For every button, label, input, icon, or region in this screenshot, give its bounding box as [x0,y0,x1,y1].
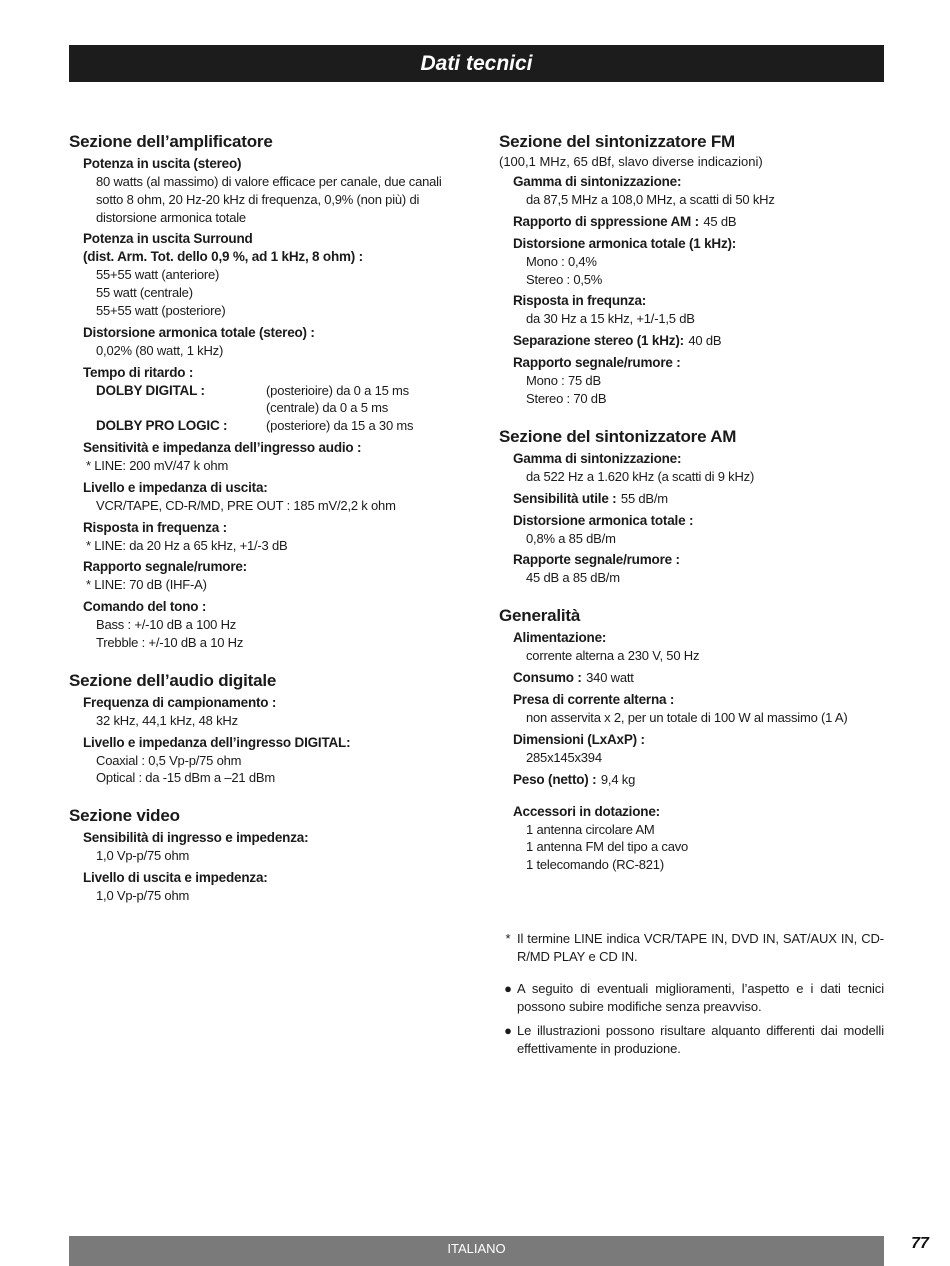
spec-item [513,332,884,350]
spec-value: Trebble : +/-10 dB a 10 Hz [96,634,244,650]
spec-value: 1,0 Vp-p/75 ohm [96,887,190,903]
spec-label: Distorsione armonica totale (stereo) : [83,324,315,340]
spec-label: Presa di corrente alterna : [513,691,675,707]
spec-label: Distorsione armonica totale (1 kHz): [513,235,737,251]
spec-label-cont: (dist. Arm. Tot. dello 0,9 %, ad 1 kHz, 8 ohm) : [83,249,363,265]
spec-value: 40 dB [688,333,722,349]
spec-value: 45 dB [703,213,737,229]
spec-label: Peso (netto) : [513,771,597,787]
spec-value: da 30 Hz a 15 kHz, +1/-1,5 dB [526,311,695,327]
spec-value: Stereo : 70 dB [526,390,607,406]
spec-value: 32 kHz, 44,1 kHz, 48 kHz [96,712,238,728]
spec-item [83,519,449,555]
spec-item [83,558,449,594]
spec-section [499,605,884,874]
spec-label: Tempo di ritardo : [83,364,194,380]
right-column [499,131,884,892]
footnotes [499,930,884,1064]
spec-section [499,426,884,587]
delay-mode-value: (posterioire) da 0 a 15 ms [266,382,409,398]
section-title: Sezione del sintonizzatore AM [499,426,737,446]
spec-value: 55 watt (centrale) [96,285,193,301]
spec-item [83,869,449,905]
spec-label: Rapporto segnale/rumore: [83,559,247,575]
spec-item [513,669,884,687]
left-column [69,131,449,923]
spec-value: non asservita x 2, per un totale di 100 W al massimo (1 A) [526,709,848,725]
spec-item [83,364,449,435]
spec-value: Coaxial : 0,5 Vp-p/75 ohm [96,752,242,768]
spec-section [69,131,449,652]
spec-label: Sensibilità di ingresso e impedenza: [83,830,309,846]
spec-item [83,479,449,515]
spec-label: Sensitività e impedanza dell’ingresso audio : [83,439,362,455]
spec-label: Consumo : [513,669,582,685]
spec-label: Dimensioni (LxAxP) : [513,731,645,747]
spec-item [83,439,449,475]
spec-value: Optical : da -15 dBm a –21 dBm [96,770,275,786]
spec-item [513,235,884,289]
spec-label: Gamma di sintonizzazione: [513,450,682,466]
spec-label: Risposta in frequenza : [83,519,227,535]
footnote [499,980,884,1016]
footnote-marker: ● [504,1023,512,1038]
spec-item [83,829,449,865]
page-number: 77 [911,1235,929,1252]
spec-item [513,512,884,548]
spec-item [513,771,884,789]
footnote-text: A seguito di eventuali miglioramenti, l’aspetto e i dati tecnici possono subire modifiche senza preavviso. [517,981,884,1014]
spec-value: Bass : +/-10 dB a 100 Hz [96,617,237,633]
spec-item [513,803,884,874]
spec-value: corrente alterna a 230 V, 50 Hz [526,648,700,664]
spec-label: Accessori in dotazione: [513,803,660,819]
spec-item [513,450,884,486]
spec-item [83,230,449,319]
delay-mode-label [96,399,263,417]
spec-item [83,598,449,652]
spec-item [513,551,884,587]
spec-label: Livello e impedanza di uscita: [83,479,268,495]
footnote-text: Il termine LINE indica VCR/TAPE IN, DVD IN, SAT/AUX IN, CD-R/MD PLAY e CD IN. [517,931,884,964]
spec-label: Frequenza di campionamento : [83,694,277,710]
spec-item [513,354,884,408]
spec-item [513,490,884,508]
footnote [499,930,884,966]
spec-item [83,694,449,730]
spec-section [499,131,884,408]
footnote [499,1022,884,1058]
spec-label: Rapporte segnale/rumore : [513,552,680,568]
spec-label: Livello e impedanza dell’ingresso DIGITAL: [83,734,351,750]
spec-item [513,629,884,665]
spec-value: * LINE: 200 mV/47 k ohm [86,457,229,473]
spec-item [513,213,884,231]
language-footer: ITALIANO [69,1236,884,1266]
section-title: Sezione video [69,806,180,826]
spec-item [83,734,449,788]
spec-label: Livello di uscita e impedenza: [83,869,268,885]
spec-value: 340 watt [586,669,634,685]
footnote-text: Le illustrazioni possono risultare alquanto differenti dai modelli effettivamente in produzione. [517,1023,884,1056]
spec-value: 1 antenna circolare AM [526,821,655,837]
section-title: Sezione del sintonizzatore FM [499,132,736,151]
spec-item [83,155,449,226]
page-title: Dati tecnici [69,45,884,82]
spec-item [513,691,884,727]
spec-value: 9,4 kg [600,771,636,787]
section-title: Generalità [499,606,581,626]
spec-section [69,670,449,787]
spec-value: * LINE: da 20 Hz a 65 kHz, +1/-3 dB [86,537,288,553]
spec-value: da 522 Hz a 1.620 kHz (a scatti di 9 kHz) [526,468,755,484]
spec-value: 0,8% a 85 dB/m [526,530,616,546]
section-title: Sezione dell’amplificatore [69,132,273,151]
spec-label: Potenza in uscita (stereo) [83,156,242,171]
spec-label: Risposta in frequnza: [513,293,647,309]
spec-value: 285x145x394 [526,749,602,765]
spec-value: 1 telecomando (RC-821) [526,857,664,873]
footnote-marker: * [505,931,511,946]
spec-value: 45 dB a 85 dB/m [526,570,620,586]
spec-label: Separazione stereo (1 kHz): [513,333,684,349]
spec-label: Sensibilità utile : [513,490,617,506]
section-note: (100,1 MHz, 65 dBf, slavo diverse indicazioni) [499,154,763,169]
spec-label: Rapporto segnale/rumore : [513,355,681,371]
delay-mode-value: (centrale) da 0 a 5 ms [266,400,389,416]
spec-label: Comando del tono : [83,599,207,615]
spec-value: VCR/TAPE, CD-R/MD, PRE OUT : 185 mV/2,2 k ohm [96,497,396,513]
spec-value: 0,02% (80 watt, 1 kHz) [96,342,224,358]
spec-value: Stereo : 0,5% [526,271,603,287]
spec-label: Gamma di sintonizzazione: [513,174,682,189]
spec-label: Distorsione armonica totale : [513,512,694,528]
spec-value: 1,0 Vp-p/75 ohm [96,848,190,864]
spec-label: Potenza in uscita Surround [83,231,253,247]
spec-label: Rapporto di sppressione AM : [513,213,699,229]
spec-value: 55+55 watt (anteriore) [96,267,220,283]
spec-value: 80 watts (al massimo) di valore efficace per canale, due canali sotto 8 ohm, 20 Hz-20 kHz di frequenza, 0,9% (non più) di distorsione armonica totale [96,174,442,225]
spec-value: 1 antenna FM del tipo a cavo [526,839,689,855]
spec-value: da 87,5 MHz a 108,0 MHz, a scatti di 50 kHz [526,192,775,207]
footnote-marker: ● [504,981,512,996]
spec-item [513,292,884,328]
spec-label: Alimentazione: [513,630,607,646]
spec-value: 55 dB/m [620,490,668,506]
spec-value: 55+55 watt (posteriore) [96,302,226,318]
spec-item [513,173,884,209]
spec-item [83,324,449,360]
spec-value: Mono : 75 dB [526,373,601,389]
spec-section [69,805,449,905]
delay-mode-label: DOLBY PRO LOGIC : [96,418,228,434]
delay-mode-value: (posteriore) da 15 a 30 ms [266,418,414,434]
section-title: Sezione dell’audio digitale [69,670,277,690]
spec-value: * LINE: 70 dB (IHF-A) [86,577,207,593]
delay-table [83,382,449,435]
spec-value: Mono : 0,4% [526,253,597,269]
delay-mode-label: DOLBY DIGITAL : [96,382,205,398]
spec-item [513,731,884,767]
